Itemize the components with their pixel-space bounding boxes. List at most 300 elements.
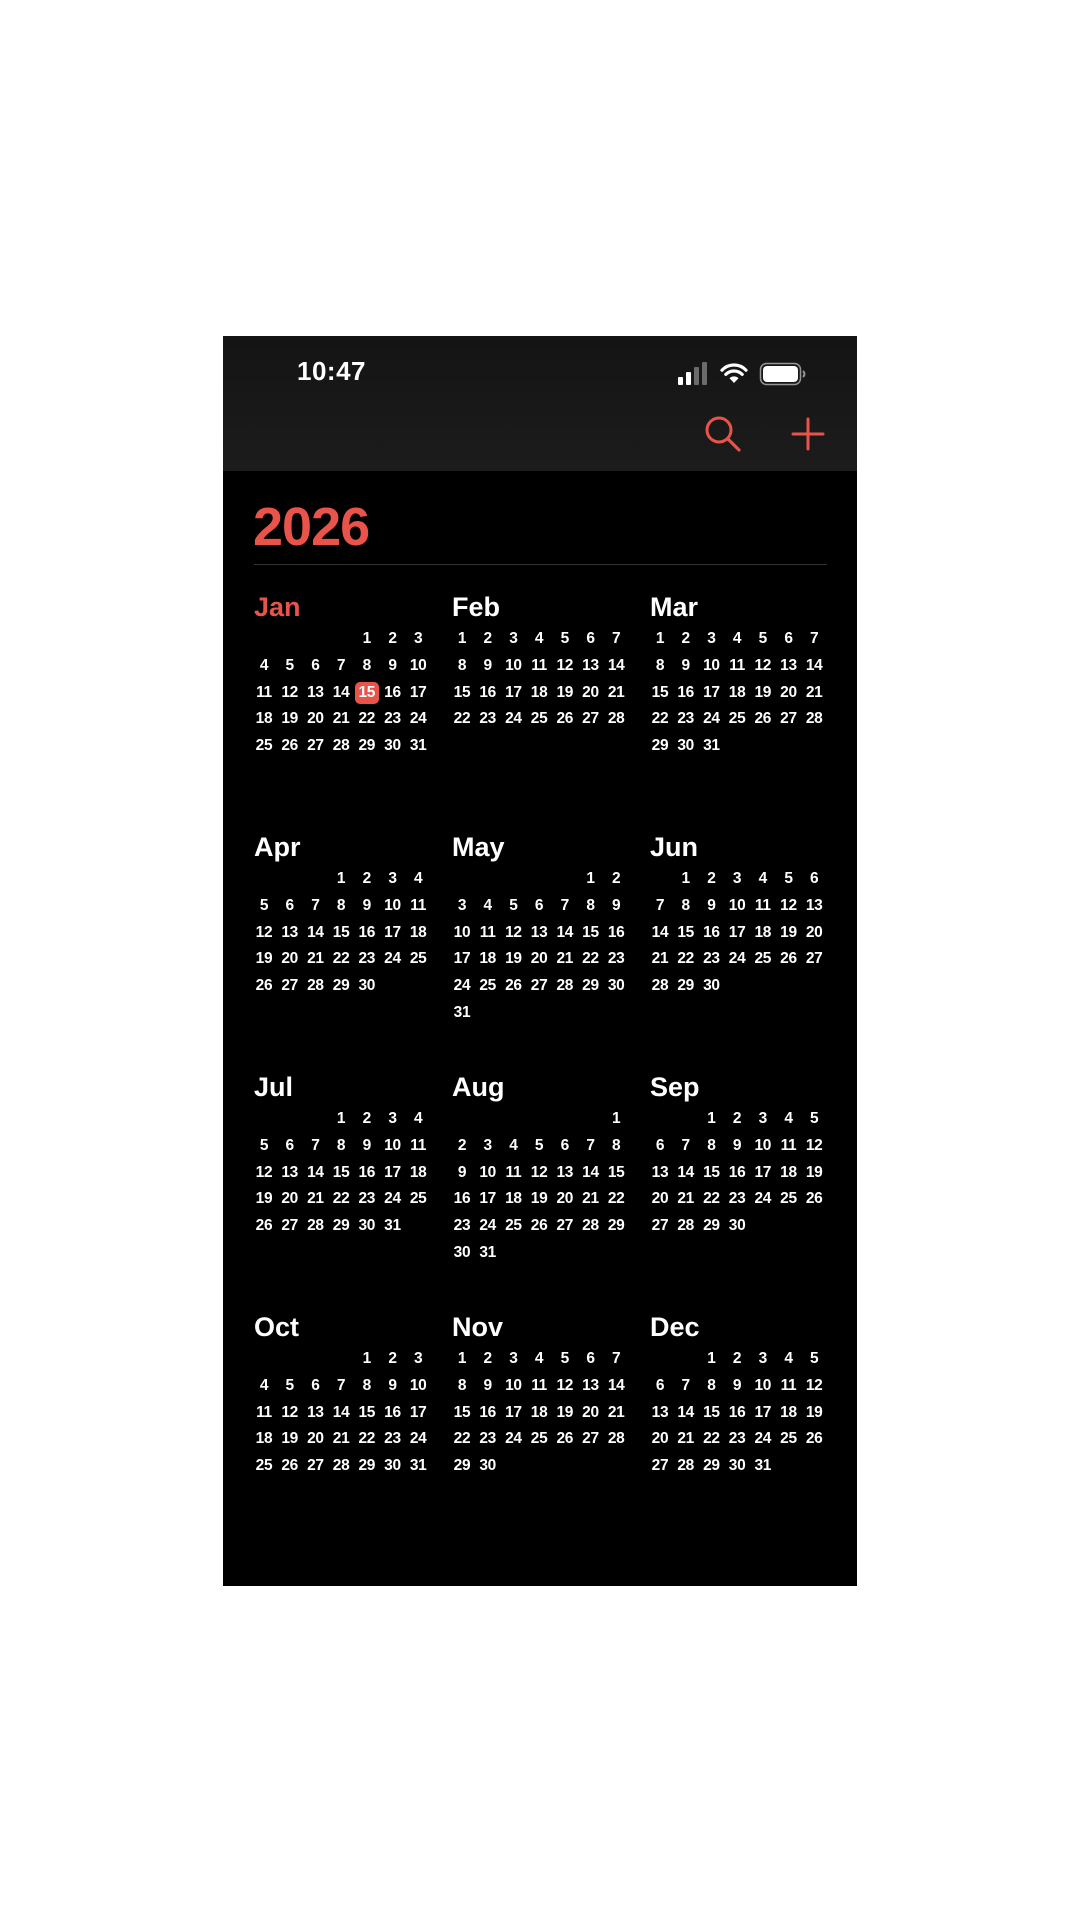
day: 19	[805, 1163, 823, 1181]
day: 4	[758, 870, 767, 887]
day: 10	[505, 1376, 522, 1394]
day: 9	[681, 656, 690, 674]
day: 3	[414, 630, 423, 647]
day: 8	[362, 1376, 371, 1394]
day: 19	[505, 950, 522, 968]
day: 21	[332, 1430, 350, 1448]
day: 28	[607, 710, 625, 728]
day: 29	[677, 977, 695, 995]
day: 15	[332, 1163, 350, 1181]
day: 28	[805, 710, 823, 728]
day: 28	[582, 1217, 599, 1235]
day: 14	[332, 1403, 350, 1421]
day: 26	[255, 977, 273, 995]
day: 2	[707, 870, 716, 887]
day: 16	[703, 923, 720, 941]
day: 18	[754, 923, 772, 941]
day: 22	[703, 1430, 720, 1448]
day: 16	[358, 1163, 376, 1181]
month-jan[interactable]	[254, 592, 444, 822]
day: 10	[703, 656, 720, 674]
day: 30	[358, 1217, 376, 1235]
day: 13	[281, 923, 299, 941]
day: 13	[281, 1163, 299, 1181]
day: 14	[556, 923, 574, 941]
day: 18	[409, 923, 427, 941]
day: 4	[784, 1110, 793, 1127]
month-name: Nov	[452, 1312, 504, 1342]
day: 10	[409, 1376, 427, 1394]
day: 6	[655, 1136, 665, 1154]
day: 17	[505, 1403, 522, 1421]
day: 24	[384, 950, 401, 968]
day: 5	[285, 656, 294, 674]
day: 6	[784, 630, 793, 647]
day: 23	[703, 950, 720, 968]
day: 13	[651, 1403, 669, 1421]
day: 2	[612, 870, 621, 887]
day: 1	[681, 870, 690, 887]
day: 27	[530, 977, 548, 995]
day: 21	[556, 950, 574, 968]
day: 19	[556, 1403, 574, 1421]
divider	[254, 564, 827, 565]
day: 11	[479, 923, 496, 941]
day: 20	[530, 950, 548, 968]
day: 16	[384, 1403, 401, 1421]
day: 13	[582, 656, 599, 674]
day: 7	[336, 656, 346, 674]
day: 27	[556, 1217, 574, 1235]
day: 4	[534, 1350, 544, 1367]
day: 3	[414, 1350, 423, 1367]
day: 14	[307, 923, 324, 941]
day: 3	[483, 1136, 492, 1154]
day: 16	[677, 683, 695, 701]
day: 30	[728, 1217, 746, 1235]
day: 18	[505, 1190, 522, 1208]
day: 18	[530, 683, 548, 701]
day: 18	[780, 1163, 797, 1181]
month-nov[interactable]	[452, 1312, 642, 1542]
day: 25	[255, 1457, 273, 1475]
day: 3	[707, 630, 716, 647]
day: 6	[655, 1376, 665, 1394]
day: 3	[457, 896, 467, 914]
day: 16	[384, 683, 401, 701]
day: 11	[780, 1136, 797, 1154]
day: 20	[651, 1190, 669, 1208]
month-apr[interactable]	[254, 832, 444, 1062]
day: 16	[358, 923, 376, 941]
day: 21	[307, 950, 324, 968]
day: 24	[453, 977, 471, 995]
day: 3	[758, 1110, 767, 1127]
day: 29	[453, 1457, 471, 1475]
day: 17	[703, 683, 720, 701]
day: 26	[556, 710, 574, 728]
day: 1	[655, 630, 665, 647]
day: 3	[388, 1110, 397, 1127]
day: 16	[453, 1190, 471, 1208]
month-name: Sep	[650, 1072, 700, 1102]
day: 9	[388, 1376, 397, 1394]
month-may[interactable]	[452, 832, 642, 1062]
day: 25	[780, 1190, 797, 1208]
day: 25	[255, 737, 273, 755]
day: 7	[612, 630, 621, 647]
day: 28	[556, 977, 574, 995]
day: 10	[754, 1376, 772, 1394]
day: 17	[384, 1163, 401, 1181]
day: 21	[677, 1430, 695, 1448]
day: 27	[582, 710, 599, 728]
day: 11	[410, 1136, 427, 1154]
day: 2	[483, 1350, 492, 1367]
day: 31	[453, 1004, 471, 1021]
day: 2	[483, 630, 492, 647]
day: 17	[479, 1190, 497, 1208]
month-name: Oct	[254, 1312, 300, 1342]
day: 26	[281, 1457, 299, 1475]
day: 4	[414, 1110, 423, 1127]
day: 26	[780, 950, 797, 968]
day: 10	[754, 1136, 772, 1154]
day: 27	[281, 1217, 299, 1235]
day: 18	[479, 950, 497, 968]
day: 24	[754, 1430, 772, 1448]
day: 29	[358, 737, 376, 755]
day: 9	[612, 896, 621, 914]
day: 13	[582, 1376, 599, 1394]
day: 23	[607, 950, 625, 968]
day: 26	[556, 1430, 574, 1448]
month-mar[interactable]	[650, 592, 840, 822]
day: 26	[805, 1430, 823, 1448]
day: 20	[281, 950, 299, 968]
day: 23	[384, 710, 401, 728]
day: 19	[281, 710, 299, 728]
day: 27	[651, 1217, 669, 1235]
month-dec[interactable]	[650, 1312, 840, 1542]
day: 4	[483, 896, 492, 914]
day: 5	[259, 1136, 269, 1154]
day: 22	[358, 1430, 376, 1448]
day: 9	[483, 1376, 492, 1394]
day: 16	[728, 1403, 746, 1421]
add-event-button[interactable]	[790, 416, 826, 452]
day: 7	[681, 1376, 690, 1394]
day: 12	[530, 1163, 548, 1181]
day: 10	[384, 1136, 401, 1154]
day: 28	[332, 1457, 350, 1475]
day: 24	[409, 1430, 427, 1448]
day: 23	[728, 1430, 746, 1448]
month-aug[interactable]	[452, 1072, 642, 1302]
day: 24	[505, 1430, 522, 1448]
day: 25	[530, 710, 548, 728]
day: 3	[509, 630, 518, 647]
day: 20	[307, 710, 324, 728]
day: 22	[332, 1190, 350, 1208]
wifi-icon	[722, 365, 746, 383]
day: 5	[259, 896, 269, 914]
day: 20	[582, 683, 599, 701]
day: 17	[453, 950, 471, 968]
day: 19	[255, 1190, 273, 1208]
day: 15	[677, 923, 695, 941]
day: 14	[651, 923, 669, 941]
day: 30	[384, 1457, 401, 1475]
day: 21	[805, 683, 823, 701]
day: 12	[281, 1403, 299, 1421]
day: 30	[677, 737, 695, 755]
month-oct[interactable]	[254, 1312, 444, 1542]
day: 10	[453, 923, 471, 941]
day: 4	[732, 630, 742, 647]
day: 14	[677, 1403, 695, 1421]
day: 4	[534, 630, 544, 647]
day: 19	[780, 923, 797, 941]
day: 23	[384, 1430, 401, 1448]
month-name: Dec	[650, 1312, 700, 1342]
day: 12	[556, 656, 574, 674]
day: 30	[607, 977, 625, 995]
day: 6	[560, 1136, 569, 1154]
day: 24	[754, 1190, 772, 1208]
month-name: Jul	[254, 1072, 294, 1102]
day: 30	[453, 1244, 471, 1261]
day: 27	[780, 710, 797, 728]
day: 14	[607, 656, 625, 674]
day: 26	[255, 1217, 273, 1235]
day: 12	[556, 1376, 574, 1394]
day: 15	[703, 1403, 720, 1421]
day: 29	[607, 1217, 625, 1235]
day: 7	[810, 630, 819, 647]
day: 1	[612, 1110, 621, 1127]
day: 22	[332, 950, 350, 968]
day: 5	[784, 870, 793, 887]
day: 13	[805, 896, 823, 914]
day: 10	[409, 656, 427, 674]
month-jun[interactable]	[650, 832, 840, 1062]
day: 22	[582, 950, 599, 968]
day: 26	[805, 1190, 823, 1208]
day: 17	[754, 1163, 772, 1181]
day: 2	[681, 630, 690, 647]
month-name: Mar	[650, 592, 699, 622]
day: 20	[281, 1190, 299, 1208]
day: 5	[509, 896, 518, 914]
day: 1	[336, 1110, 346, 1127]
day: 22	[703, 1190, 720, 1208]
month-name: Feb	[452, 592, 501, 622]
day: 27	[805, 950, 823, 968]
day: 1	[457, 1350, 467, 1367]
day: 1	[707, 1110, 716, 1127]
day: 29	[703, 1457, 720, 1475]
day: 31	[409, 737, 427, 755]
day: 22	[453, 710, 471, 728]
day: 1	[707, 1350, 716, 1367]
day: 15	[703, 1163, 720, 1181]
day: 29	[582, 977, 599, 995]
day: 12	[255, 1163, 273, 1181]
day: 1	[457, 630, 467, 647]
day: 28	[651, 977, 669, 995]
day: 19	[281, 1430, 299, 1448]
day: 6	[285, 896, 294, 914]
month-sep[interactable]	[650, 1072, 840, 1302]
calendar-app-screen	[223, 336, 857, 1586]
day: 23	[479, 710, 497, 728]
day: 29	[332, 1217, 350, 1235]
day: 6	[534, 896, 544, 914]
day: 2	[388, 1350, 397, 1367]
battery-icon	[761, 364, 805, 385]
day: 30	[384, 737, 401, 755]
day: 16	[479, 1403, 497, 1421]
day: 6	[586, 630, 595, 647]
day: 25	[479, 977, 497, 995]
day: 20	[556, 1190, 574, 1208]
day: 8	[707, 1136, 716, 1154]
search-button[interactable]	[703, 414, 743, 454]
day: 1	[336, 870, 346, 887]
day: 15	[358, 1403, 376, 1421]
day: 12	[255, 923, 273, 941]
day: 26	[530, 1217, 548, 1235]
day: 9	[732, 1136, 742, 1154]
cellular-signal-icon	[678, 362, 707, 385]
day: 1	[362, 630, 371, 647]
day: 9	[388, 656, 397, 674]
day: 11	[531, 656, 547, 674]
day: 26	[754, 710, 772, 728]
day: 11	[410, 896, 427, 914]
month-name: Aug	[452, 1072, 505, 1102]
day: 21	[307, 1190, 324, 1208]
day: 15	[453, 683, 471, 701]
day: 7	[681, 1136, 690, 1154]
day: 4	[509, 1136, 518, 1154]
day: 14	[677, 1163, 695, 1181]
day: 23	[728, 1190, 746, 1208]
day: 2	[732, 1350, 742, 1367]
day: 5	[534, 1136, 544, 1154]
day: 15	[453, 1403, 471, 1421]
day: 16	[479, 683, 497, 701]
day: 28	[607, 1430, 625, 1448]
day: 6	[311, 1376, 320, 1394]
day: 4	[414, 870, 423, 887]
day: 22	[651, 710, 669, 728]
day: 29	[651, 737, 669, 755]
day: 24	[479, 1217, 497, 1235]
day: 7	[612, 1350, 621, 1367]
day: 24	[703, 710, 720, 728]
day: 10	[728, 896, 746, 914]
month-feb[interactable]	[452, 592, 642, 822]
day: 4	[784, 1350, 793, 1367]
day: 17	[409, 683, 427, 701]
day: 8	[457, 1376, 467, 1394]
day: 17	[384, 923, 401, 941]
day: 31	[479, 1244, 497, 1261]
day: 5	[285, 1376, 294, 1394]
day: 17	[728, 923, 746, 941]
month-name: May	[452, 832, 505, 862]
day: 4	[259, 1376, 269, 1394]
day: 21	[651, 950, 669, 968]
day: 2	[388, 630, 397, 647]
day: 23	[677, 710, 695, 728]
day: 8	[655, 656, 665, 674]
day: 23	[358, 1190, 376, 1208]
day: 20	[780, 683, 797, 701]
day: 25	[505, 1217, 522, 1235]
day: 8	[586, 896, 595, 914]
day: 11	[505, 1163, 522, 1181]
day: 14	[332, 683, 350, 701]
day: 11	[531, 1376, 547, 1394]
day: 18	[780, 1403, 797, 1421]
day: 23	[358, 950, 376, 968]
plus-icon	[790, 416, 826, 452]
day: 19	[754, 683, 772, 701]
day: 12	[805, 1376, 823, 1394]
day: 24	[409, 710, 427, 728]
day: 5	[810, 1350, 819, 1367]
day: 24	[505, 710, 522, 728]
day: 5	[560, 630, 569, 647]
day: 28	[332, 737, 350, 755]
year-title: 2026	[253, 497, 370, 557]
day: 5	[758, 630, 767, 647]
day: 30	[728, 1457, 746, 1475]
day: 11	[729, 656, 745, 674]
day: 10	[479, 1163, 497, 1181]
day: 14	[582, 1163, 599, 1181]
day: 12	[780, 896, 797, 914]
day: 8	[457, 656, 467, 674]
day: 27	[307, 1457, 324, 1475]
day: 16	[728, 1163, 746, 1181]
day: 6	[586, 1350, 595, 1367]
day: 23	[479, 1430, 497, 1448]
day: 26	[505, 977, 522, 995]
day: 31	[384, 1217, 401, 1235]
month-jul[interactable]	[254, 1072, 444, 1302]
month-name: Jan	[254, 592, 301, 622]
day: 20	[651, 1430, 669, 1448]
day: 3	[758, 1350, 767, 1367]
day: 29	[703, 1217, 720, 1235]
day: 3	[732, 870, 742, 887]
day: 13	[780, 656, 797, 674]
day: 6	[285, 1136, 294, 1154]
day: 9	[457, 1163, 467, 1181]
day: 29	[358, 1457, 376, 1475]
day: 24	[728, 950, 746, 968]
day: 27	[582, 1430, 599, 1448]
day: 11	[780, 1376, 797, 1394]
day: 22	[677, 950, 695, 968]
day: 31	[409, 1457, 427, 1475]
day: 11	[256, 1403, 272, 1421]
day: 4	[259, 656, 269, 674]
